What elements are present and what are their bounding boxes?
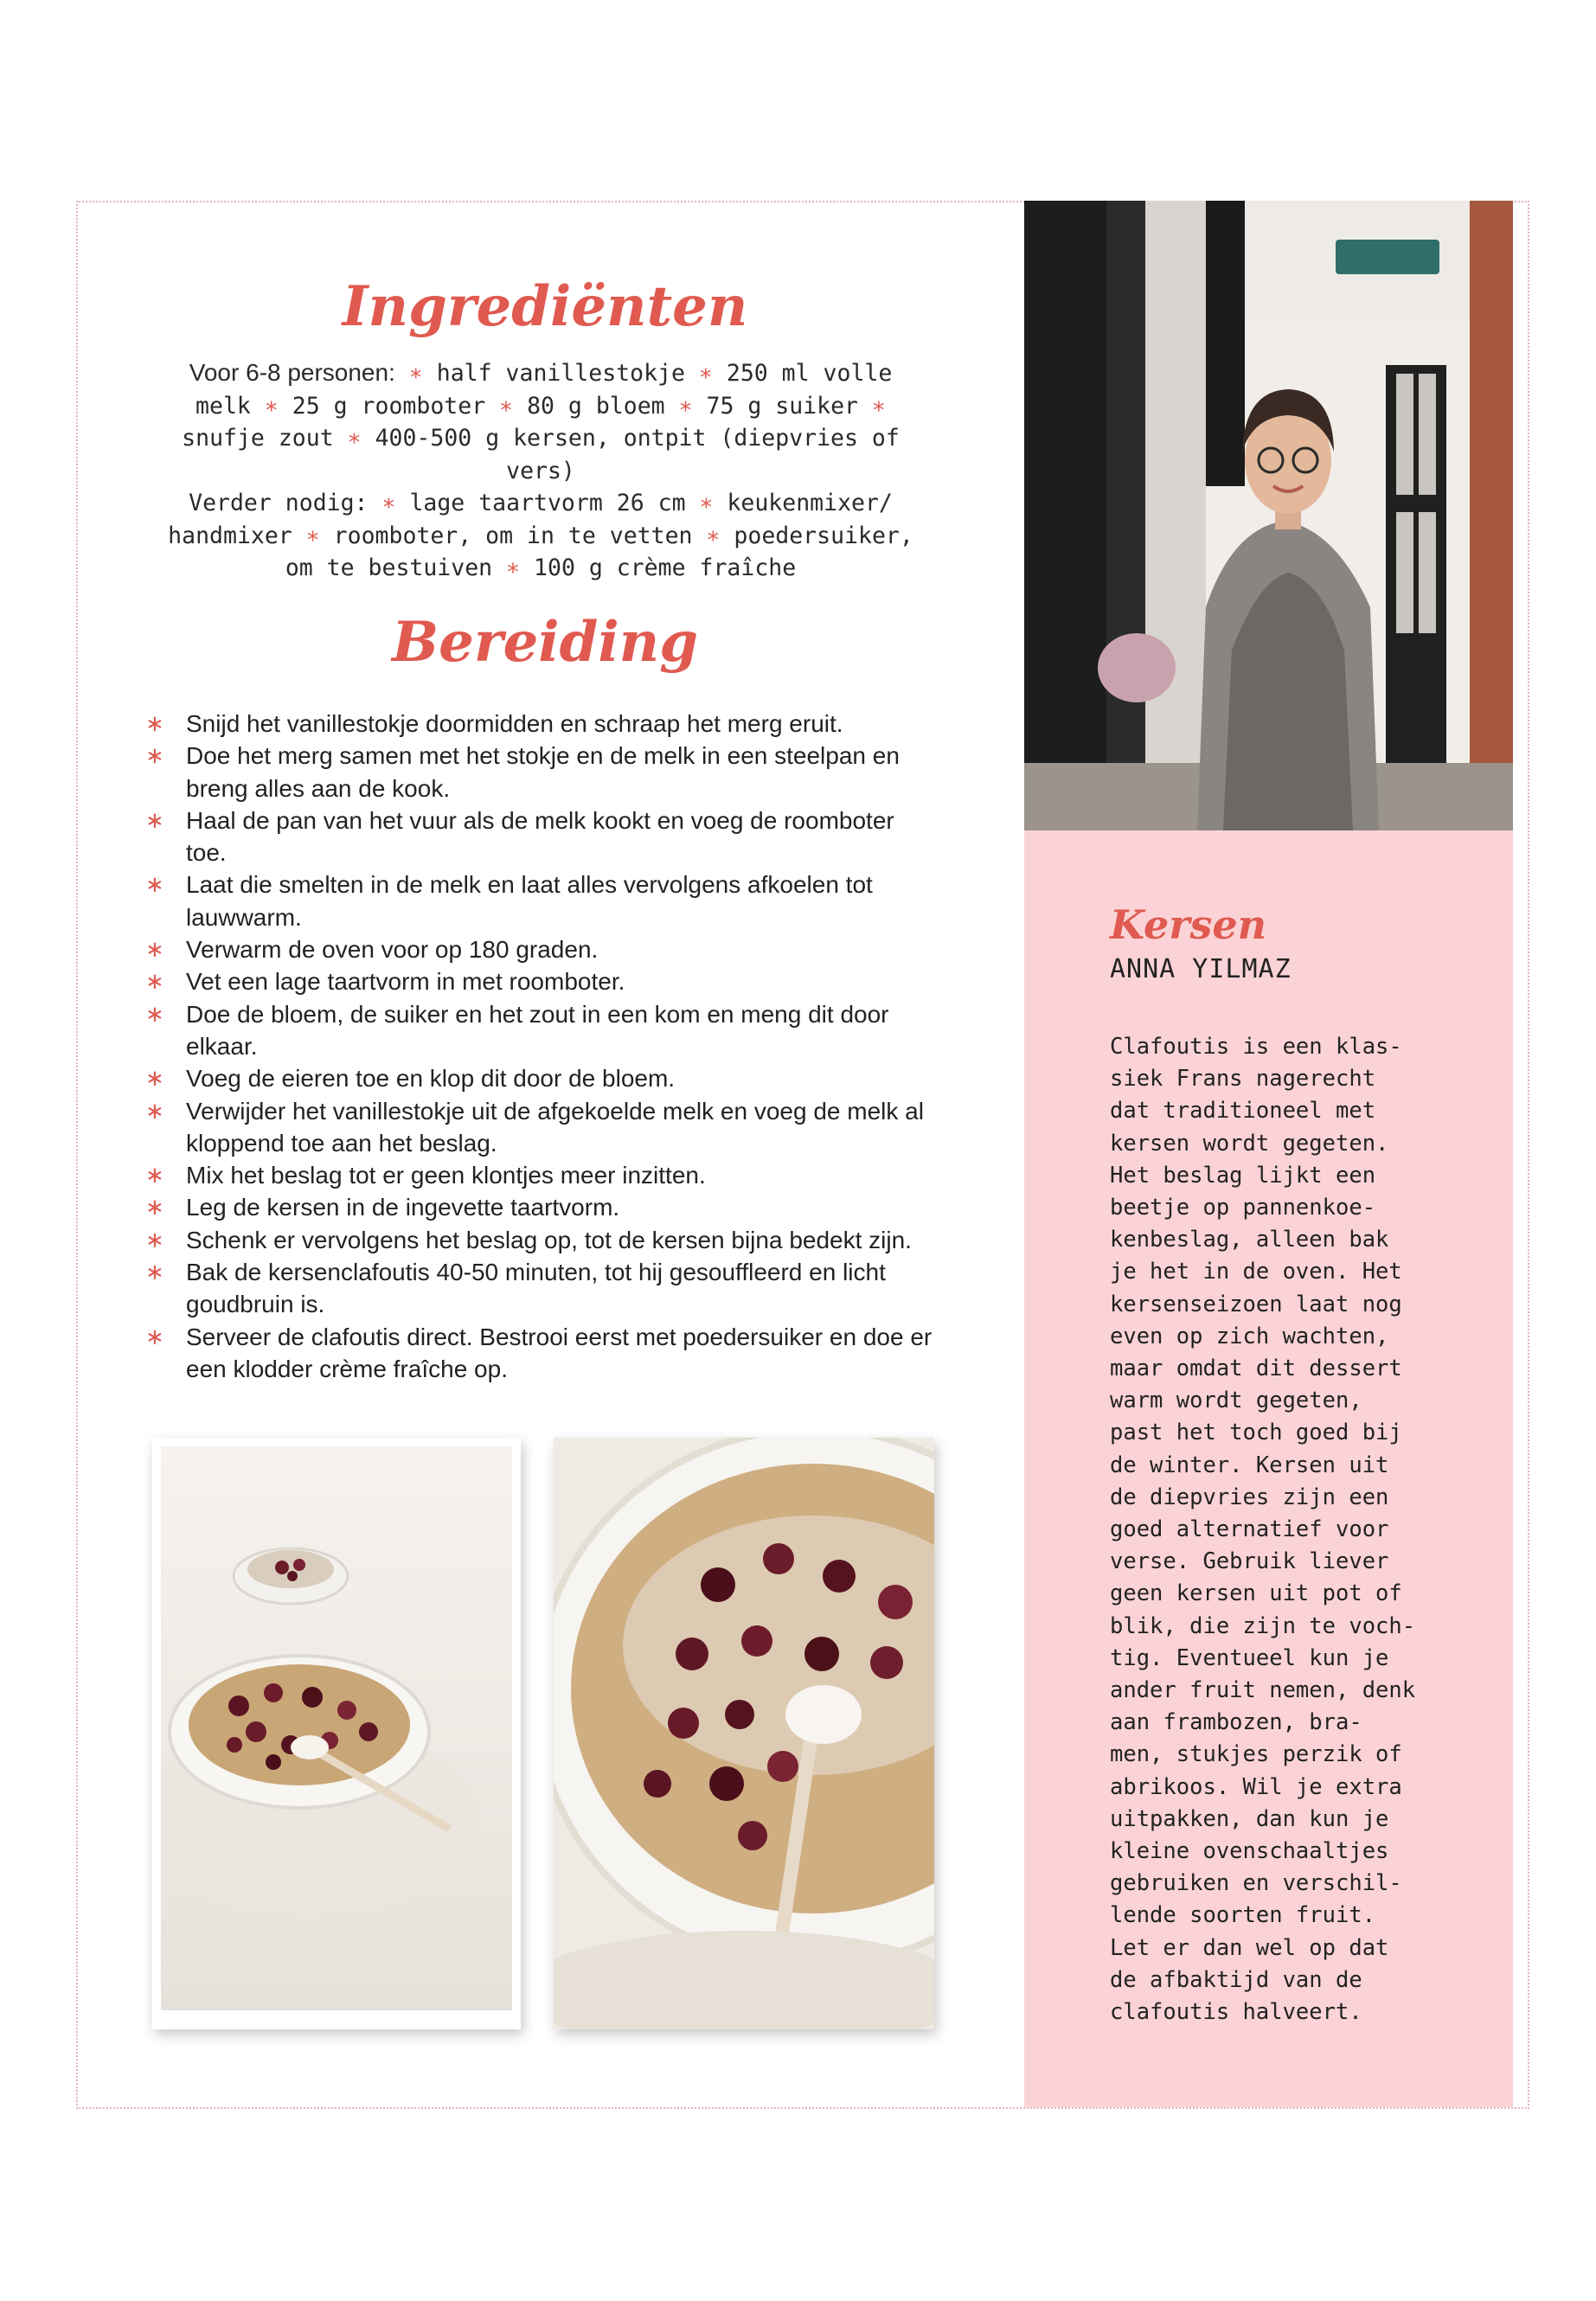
extra-list: [160, 487, 921, 585]
asterisk-icon: ∗: [145, 1162, 164, 1189]
separator-icon: ∗: [706, 522, 721, 549]
ingredients-list: [160, 356, 921, 487]
ingredient-item: 250 ml volle melk: [195, 360, 893, 420]
step-text: Voeg de eieren toe en klop dit door de bloem.: [186, 1065, 676, 1093]
ingredient-item: half vanillestokje: [436, 360, 685, 387]
clafoutis-photo-2: [554, 1438, 934, 2029]
step-text: Doe de bloem, de suiker en het zout in een kom en meng dit door elkaar.: [186, 1000, 889, 1060]
extra-item: poedersuiker, om te bestuiven: [285, 522, 913, 581]
extra-item: keukenmixer/ handmixer: [168, 490, 893, 549]
asterisk-icon: ∗: [145, 968, 164, 995]
ingredient-item: 75 g suiker: [706, 392, 859, 420]
extra-item: lage taartvorm 26 cm: [409, 490, 686, 516]
step-item: [145, 740, 933, 804]
step-text: Leg de kersen in de ingevette taartvorm.: [186, 1194, 620, 1221]
step-item: [145, 868, 933, 933]
asterisk-icon: ∗: [145, 1065, 164, 1092]
step-item: [145, 1256, 933, 1321]
step-item: [145, 965, 933, 997]
step-text: Vet een lage taartvorm in met roomboter.: [186, 968, 625, 996]
step-text: Haal de pan van het vuur als de melk kookt en voeg de roomboter toe.: [186, 806, 894, 867]
clafoutis-photo-1: [152, 1438, 521, 2029]
sidebar-author: ANNA YILMAZ: [1110, 954, 1292, 984]
step-text: Snijd het vanillestokje doormidden en schraap het merg eruit.: [186, 710, 843, 737]
ingredients-block: [160, 356, 921, 585]
extra-item: roomboter, om in te vetten: [333, 522, 693, 549]
step-item: [145, 804, 933, 869]
step-item: [145, 1321, 933, 1386]
step-text: Bak de kersenclafoutis 40-50 minuten, tot hij gesouffleerd en licht goudbruin is.: [186, 1259, 886, 1318]
extra-item: 100 g crème fraîche: [534, 554, 797, 581]
asterisk-icon: ∗: [145, 871, 164, 898]
step-text: Mix het beslag tot er geen klontjes meer inzitten.: [186, 1162, 706, 1189]
asterisk-icon: ∗: [145, 1226, 164, 1253]
step-text: Doe het merg samen met het stokje en de melk in een steelpan en breng alles aan de kook.: [186, 742, 900, 802]
separator-icon: ∗: [699, 490, 714, 516]
step-text: Laat die smelten in de melk en laat alles vervolgens afkoelen tot lauwwarm.: [186, 871, 873, 931]
step-text: Verwarm de oven voor op 180 graden.: [186, 936, 599, 964]
asterisk-icon: ∗: [145, 742, 164, 769]
asterisk-icon: ∗: [145, 710, 164, 736]
ingredients-title: Ingrediënten: [342, 274, 748, 339]
step-item: [145, 1095, 933, 1160]
sidebar-title: Kersen: [1110, 901, 1267, 948]
separator-icon: ∗: [871, 392, 886, 420]
separator-icon: ∗: [698, 360, 713, 387]
sidebar-text: Clafoutis is een klas- siek Frans nagerecht dat traditioneel met kersen wordt gegeten. Het beslag lijkt een beetje op pannenkoe- kenbeslag, alleen bak je het in de oven. Het kersenseizoen laat nog even op zich wachten, maar omdat dit dessert warm wordt gegeten, past het toch goed bij de winter. Kersen uit de diepvries zijn een goed alternatief voor verse. Gebruik liever geen kersen uit pot of blik, die zijn te voch- tig. Eventueel kun je ander fruit nemen, denk aan frambozen, bra- men, stukjes perzik of abrikoos. Wil je extra uitpakken, dan kun je kleine ovenschaaltjes gebruiken en verschil- lende soorten fruit. Let er dan wel op dat de afbaktijd van de clafoutis halveert.: [1110, 1034, 1416, 2026]
separator-icon: ∗: [347, 425, 362, 452]
step-text: Verwijder het vanillestokje uit de afgekoelde melk en voeg de melk al kloppend toe aan het beslag.: [186, 1097, 924, 1157]
step-text: Schenk er vervolgens het beslag op, tot de kersen bijna bedekt zijn.: [186, 1226, 912, 1253]
step-item: [145, 933, 933, 965]
asterisk-icon: ∗: [145, 1000, 164, 1027]
preparation-steps: [145, 708, 933, 1385]
separator-icon: ∗: [264, 392, 279, 420]
asterisk-icon: ∗: [145, 1323, 164, 1349]
step-item: [145, 998, 933, 1063]
asterisk-icon: ∗: [145, 1194, 164, 1221]
asterisk-icon: ∗: [145, 936, 164, 963]
separator-icon: ∗: [499, 392, 514, 420]
step-item: [145, 1159, 933, 1191]
step-item: [145, 1062, 933, 1094]
ingredient-item: 80 g bloem: [527, 392, 665, 420]
ingredient-item: snufje zout: [182, 425, 334, 452]
asterisk-icon: ∗: [145, 1259, 164, 1285]
ingredient-item: 25 g roomboter: [292, 392, 486, 420]
separator-icon: ∗: [305, 522, 320, 549]
servings-label: Voor 6-8 personen:: [189, 359, 395, 386]
author-portrait-image: [1024, 201, 1513, 830]
clafoutis-image-2: [554, 1438, 934, 2029]
separator-icon: ∗: [678, 392, 693, 420]
clafoutis-image-1: [161, 1446, 512, 2010]
author-portrait: [1024, 201, 1513, 830]
step-item: [145, 708, 933, 740]
separator-icon: ∗: [408, 360, 423, 387]
separator-icon: ∗: [506, 554, 521, 581]
separator-icon: ∗: [381, 490, 396, 516]
step-text: Serveer de clafoutis direct. Bestrooi eerst met poedersuiker en doe er een klodder crème fraîche op.: [186, 1323, 933, 1382]
asterisk-icon: ∗: [145, 806, 164, 833]
preparation-title: Bereiding: [392, 610, 698, 675]
step-item: [145, 1191, 933, 1223]
ingredient-item: 400-500 g kersen, ontpit (diepvries of vers): [375, 425, 900, 484]
asterisk-icon: ∗: [145, 1097, 164, 1124]
step-item: [145, 1224, 933, 1256]
extra-label: Verder nodig:: [189, 490, 369, 516]
